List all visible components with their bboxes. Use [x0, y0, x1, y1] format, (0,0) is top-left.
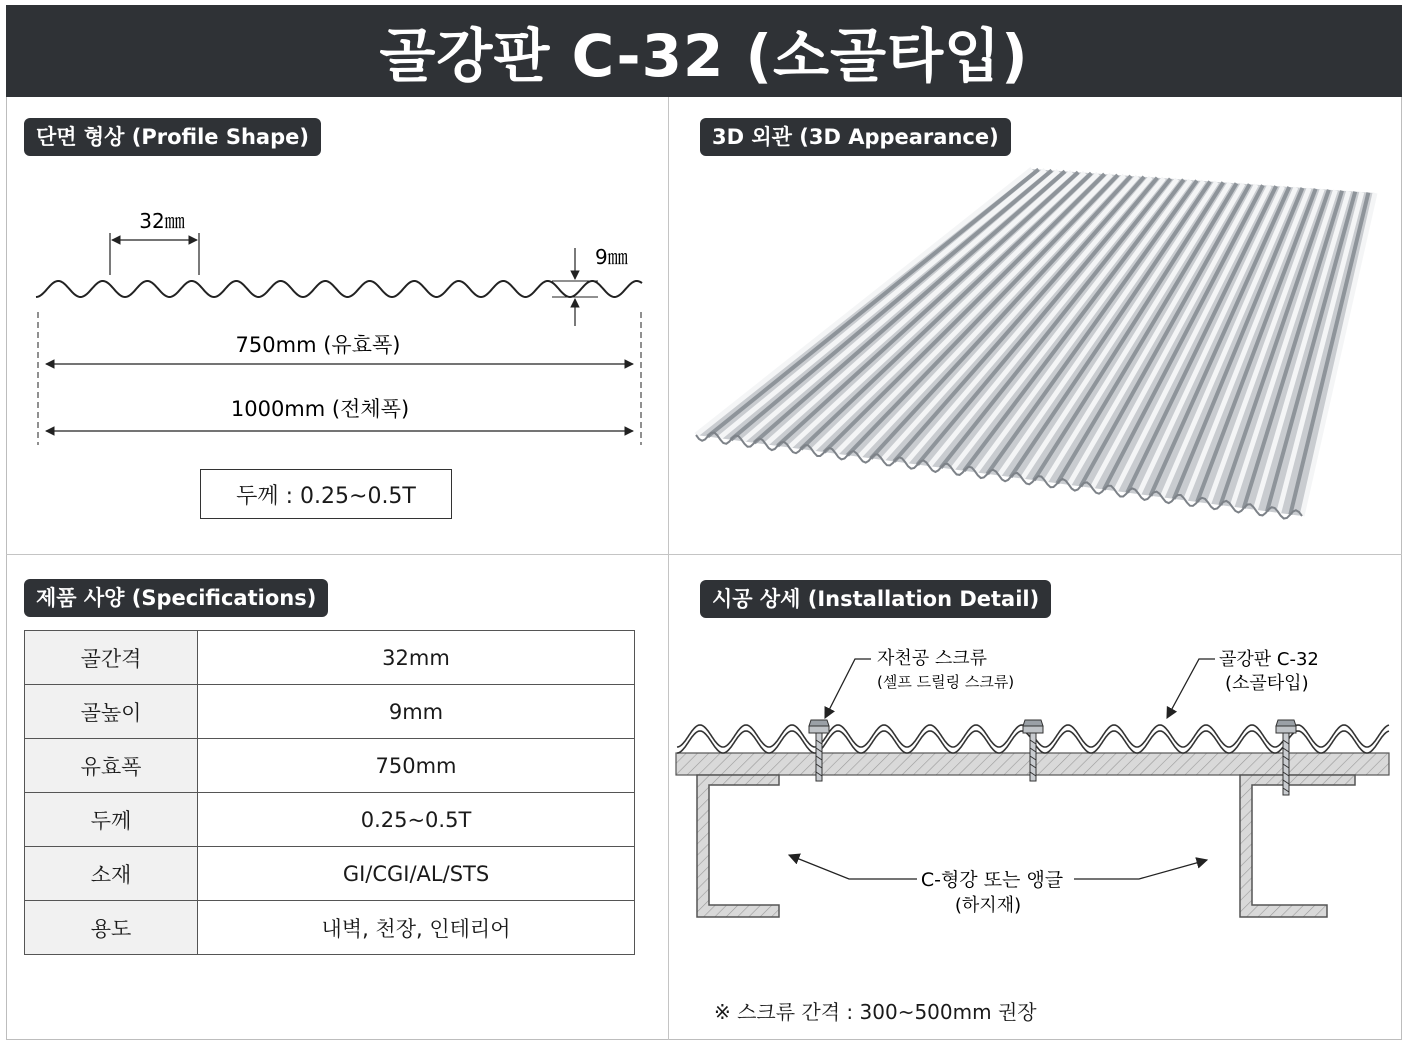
spec-key: 두께: [25, 793, 198, 847]
spec-value: 0.25~0.5T: [198, 793, 635, 847]
spec-key: 유효폭: [25, 739, 198, 793]
screw-spacing-note: ※ 스크류 간격 : 300~500mm 권장: [714, 1000, 1037, 1024]
screw-sublabel: (셀프 드릴링 스크류): [877, 673, 1015, 691]
purlin-sublabel: (하지재): [954, 895, 1022, 916]
total-width-label: 1000mm (전체폭): [230, 397, 410, 421]
appearance-section-tag: 3D 외관 (3D Appearance): [700, 118, 1011, 156]
table-row: [25, 685, 635, 739]
spec-key: 골간격: [25, 631, 198, 685]
profile-section-tag: 단면 형상 (Profile Shape): [24, 118, 321, 156]
c-purlin-right: [1240, 775, 1355, 917]
install-section-tag: 시공 상세 (Installation Detail): [700, 580, 1051, 618]
thickness-box: 두께 : 0.25~0.5T: [200, 469, 452, 519]
specifications-table: [24, 630, 635, 955]
page-title: 골강판 C-32 (소골타입): [379, 22, 1029, 90]
c-purlin-left: [697, 775, 779, 917]
pitch-label: 32㎜: [139, 209, 185, 233]
screw-label: 자천공 스크류: [877, 648, 988, 669]
table-row: [25, 793, 635, 847]
spec-key: 용도: [25, 901, 198, 955]
spec-value: 32mm: [198, 631, 635, 685]
panel-sublabel: (소골타입): [1225, 673, 1309, 694]
spec-value: 750mm: [198, 739, 635, 793]
screw-pointer-arrow-icon: [825, 659, 871, 718]
table-row: [25, 901, 635, 955]
sheet-3d-illustration: [669, 98, 1402, 554]
installation-diagram: [669, 555, 1402, 1040]
panel-pointer-arrow-icon: [1167, 659, 1215, 718]
purlin-left-arrow-icon: [789, 855, 917, 879]
specs-section-tag: 제품 사양 (Specifications): [24, 579, 328, 617]
spec-value: 내벽, 천장, 인테리어: [198, 901, 635, 955]
spec-value: 9mm: [198, 685, 635, 739]
spec-value: GI/CGI/AL/STS: [198, 847, 635, 901]
table-row: [25, 847, 635, 901]
height-label: 9㎜: [595, 245, 628, 269]
table-row: [25, 739, 635, 793]
corrugated-profile-line: [36, 281, 642, 297]
purlin-right-arrow-icon: [1074, 860, 1207, 879]
effective-width-label: 750mm (유효폭): [235, 333, 401, 357]
panel-label: 골강판 C-32: [1219, 649, 1319, 670]
purlin-label: C-형강 또는 앵글: [920, 869, 1064, 891]
spec-key: 골높이: [25, 685, 198, 739]
spec-key: 소재: [25, 847, 198, 901]
table-row: [25, 631, 635, 685]
